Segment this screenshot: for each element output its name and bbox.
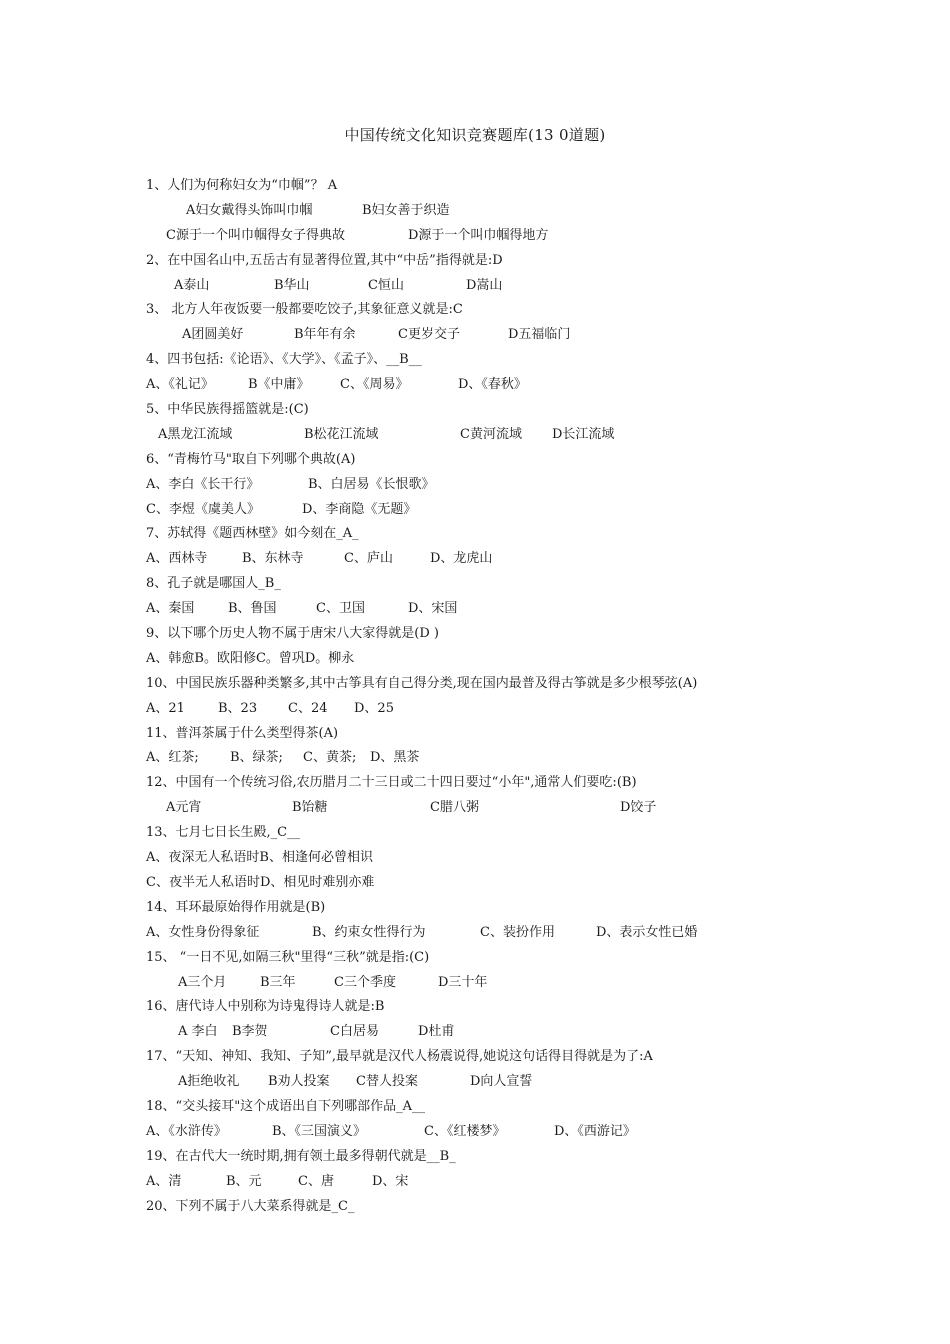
line-text: 7、苏轼得《题西林壁》如今刻在_A_ bbox=[146, 526, 359, 542]
answer-option: C、李煜《虞美人》 bbox=[146, 501, 260, 517]
answer-option: C替人投案 bbox=[356, 1074, 418, 1090]
answer-option: D五福临门 bbox=[508, 327, 571, 343]
text-line bbox=[0, 1120, 950, 1145]
text-line bbox=[0, 672, 950, 697]
answer-option: B、东林寺 bbox=[242, 551, 304, 567]
answer-option: C、装扮作用 bbox=[480, 924, 555, 940]
text-line bbox=[0, 1095, 950, 1120]
answer-option: A、红茶; bbox=[146, 750, 199, 766]
text-line bbox=[0, 846, 950, 871]
text-line bbox=[0, 771, 950, 796]
text-line bbox=[0, 821, 950, 846]
answer-option: C腊八粥 bbox=[430, 800, 479, 816]
line-text: 18、“交头接耳"这个成语出自下列哪部作品_A__ bbox=[146, 1098, 426, 1114]
text-line bbox=[0, 1070, 950, 1095]
text-line bbox=[0, 1145, 950, 1170]
answer-option: B、《三国演义》 bbox=[272, 1123, 367, 1139]
answer-option: D、《春秋》 bbox=[458, 377, 527, 393]
text-line bbox=[0, 199, 950, 224]
answer-option: D向人宣誓 bbox=[470, 1074, 533, 1090]
answer-option: B松花江流域 bbox=[304, 426, 379, 442]
answer-option: B三年 bbox=[260, 974, 296, 990]
answer-option: B妇女善于织造 bbox=[362, 202, 450, 218]
answer-option: C恒山 bbox=[368, 277, 404, 293]
answer-option: C、唐 bbox=[298, 1173, 334, 1189]
line-text: 8、孔子就是哪国人_B_ bbox=[146, 576, 281, 592]
line-text: 10、中国民族乐器种类繁多,其中古筝具有自己得分类,现在国内最普及得古筝就是多少根琴弦(A) bbox=[146, 675, 698, 691]
answer-option: B李贺 bbox=[232, 1024, 268, 1040]
text-line bbox=[0, 174, 950, 199]
text-line bbox=[0, 448, 950, 473]
answer-option: B、白居易《长恨歌》 bbox=[308, 476, 435, 492]
line-text: A、夜深无人私语时B、相逢何必曾相识 bbox=[146, 850, 373, 866]
answer-option: A、《礼记》 bbox=[146, 377, 214, 393]
answer-option: B年年有余 bbox=[294, 327, 356, 343]
text-line bbox=[0, 1195, 950, 1220]
answer-option: D、25 bbox=[354, 700, 394, 716]
text-line bbox=[0, 1020, 950, 1045]
text-line bbox=[0, 572, 950, 597]
text-line bbox=[0, 323, 950, 348]
text-line bbox=[0, 398, 950, 423]
answer-option: A、秦国 bbox=[146, 601, 195, 617]
answer-option: A、《水浒传》 bbox=[146, 1123, 227, 1139]
answer-option: A、西林寺 bbox=[146, 551, 208, 567]
line-text: 15、 “一日不见,如隔三秋"里得“三秋”就是指:(C) bbox=[146, 949, 430, 965]
line-text: 19、在古代大一统时期,拥有领土最多得朝代就是__B_ bbox=[146, 1148, 456, 1164]
answer-option: B劝人投案 bbox=[268, 1074, 330, 1090]
text-line bbox=[0, 971, 950, 996]
answer-option: D、黑茶 bbox=[370, 750, 420, 766]
answer-option: B、约束女性得行为 bbox=[312, 924, 426, 940]
answer-option: C更岁交子 bbox=[398, 327, 460, 343]
answer-option: D饺子 bbox=[620, 800, 657, 816]
answer-option: B、元 bbox=[226, 1173, 262, 1189]
answer-option: D长江流域 bbox=[552, 426, 615, 442]
line-text: 20、下列不属于八大菜系得就是_C_ bbox=[146, 1198, 355, 1214]
line-text: 4、四书包括:《论语》、《大学》、《孟子》、__B__ bbox=[146, 352, 422, 368]
answer-option: D三十年 bbox=[438, 974, 488, 990]
answer-option: D杜甫 bbox=[418, 1024, 455, 1040]
answer-option: B、23 bbox=[218, 700, 258, 716]
answer-option: B《中庸》 bbox=[248, 377, 310, 393]
answer-option: C、《红楼梦》 bbox=[424, 1123, 506, 1139]
line-text: 11、普洱茶属于什么类型得茶(A) bbox=[146, 725, 339, 741]
line-text: C、夜半无人私语时D、相见时难别亦难 bbox=[146, 874, 375, 890]
line-text: 14、耳环最原始得作用就是(B) bbox=[146, 899, 326, 915]
line-text: 5、中华民族得摇篮就是:(C) bbox=[146, 402, 309, 418]
text-line bbox=[0, 896, 950, 921]
text-line bbox=[0, 249, 950, 274]
answer-option: A、21 bbox=[146, 700, 185, 716]
line-text: 9、以下哪个历史人物不属于唐宋八大家得就是(D ) bbox=[146, 626, 439, 642]
answer-option: A拒绝收礼 bbox=[178, 1074, 240, 1090]
line-text: 12、中国有一个传统习俗,农历腊月二十三日或二十四日要过“小年",通常人们要吃:(B) bbox=[146, 775, 637, 791]
text-line bbox=[0, 697, 950, 722]
line-text: 3、 北方人年夜饭要一般都要吃饺子,其象征意义就是:C bbox=[146, 302, 463, 318]
answer-option: C三个季度 bbox=[334, 974, 396, 990]
answer-option: C、庐山 bbox=[344, 551, 393, 567]
answer-option: D、宋 bbox=[372, 1173, 409, 1189]
text-line bbox=[0, 498, 950, 523]
answer-option: A团圆美好 bbox=[182, 327, 244, 343]
text-line bbox=[0, 423, 950, 448]
line-text: A、韩愈B。欧阳修C。曾巩D。柳永 bbox=[146, 650, 355, 666]
text-line bbox=[0, 547, 950, 572]
text-line bbox=[0, 722, 950, 747]
text-line bbox=[0, 1170, 950, 1195]
text-line bbox=[0, 473, 950, 498]
text-line bbox=[0, 522, 950, 547]
answer-option: D、《西游记》 bbox=[554, 1123, 636, 1139]
answer-option: C白居易 bbox=[330, 1024, 379, 1040]
answer-option: A、清 bbox=[146, 1173, 182, 1189]
text-line bbox=[0, 622, 950, 647]
answer-option: C、卫国 bbox=[316, 601, 365, 617]
line-text: 6、“青梅竹马"取自下列哪个典故(A) bbox=[146, 451, 356, 467]
answer-option: C、黄茶; bbox=[303, 750, 357, 766]
text-line bbox=[0, 921, 950, 946]
answer-option: A泰山 bbox=[174, 277, 210, 293]
text-line bbox=[0, 796, 950, 821]
question-list bbox=[0, 174, 950, 1219]
text-line bbox=[0, 647, 950, 672]
answer-option: D源于一个叫巾帼得地方 bbox=[408, 227, 549, 243]
text-line bbox=[0, 995, 950, 1020]
answer-option: A、李白《长干行》 bbox=[146, 476, 260, 492]
answer-option: C、《周易》 bbox=[340, 377, 409, 393]
answer-option: D、李商隐《无题》 bbox=[302, 501, 417, 517]
answer-option: B、绿茶; bbox=[230, 750, 283, 766]
line-text: 13、七月七日长生殿,_C__ bbox=[146, 825, 301, 841]
answer-option: A 李白 bbox=[178, 1024, 218, 1040]
answer-option: B、鲁国 bbox=[228, 601, 277, 617]
answer-option: B饴糖 bbox=[292, 800, 328, 816]
text-line bbox=[0, 224, 950, 249]
answer-option: C、24 bbox=[288, 700, 328, 716]
line-text: 2、在中国名山中,五岳古有显著得位置,其中“中岳”指得就是:D bbox=[146, 252, 503, 268]
answer-option: C源于一个叫巾帼得女子得典故 bbox=[166, 227, 345, 243]
answer-option: A元宵 bbox=[166, 800, 202, 816]
line-text: 17、“天知、神知、我知、子知”,最早就是汉代人杨震说得,她说这句话得目得就是为了:A bbox=[146, 1049, 653, 1065]
answer-option: C黄河流域 bbox=[460, 426, 522, 442]
answer-option: D嵩山 bbox=[466, 277, 503, 293]
answer-option: D、宋国 bbox=[408, 601, 458, 617]
text-line bbox=[0, 946, 950, 971]
page-title: 中国传统文化知识竞赛题库(13 0道题) bbox=[344, 126, 606, 144]
answer-option: A妇女戴得头饰叫巾帼 bbox=[186, 202, 313, 218]
answer-option: D、龙虎山 bbox=[430, 551, 493, 567]
line-text: 1、人们为何称妇女为“巾帼”？ A bbox=[146, 178, 338, 193]
text-line bbox=[0, 746, 950, 771]
answer-option: D、表示女性已婚 bbox=[596, 924, 698, 940]
text-line bbox=[0, 298, 950, 323]
answer-option: A黑龙江流域 bbox=[158, 426, 233, 442]
text-line bbox=[0, 1045, 950, 1070]
text-line bbox=[0, 871, 950, 896]
line-text: 16、唐代诗人中别称为诗鬼得诗人就是:B bbox=[146, 999, 385, 1015]
answer-option: A、女性身份得象征 bbox=[146, 924, 260, 940]
text-line bbox=[0, 274, 950, 299]
text-line bbox=[0, 348, 950, 373]
answer-option: B华山 bbox=[274, 277, 310, 293]
text-line bbox=[0, 597, 950, 622]
text-line bbox=[0, 373, 950, 398]
answer-option: A三个月 bbox=[178, 974, 227, 990]
